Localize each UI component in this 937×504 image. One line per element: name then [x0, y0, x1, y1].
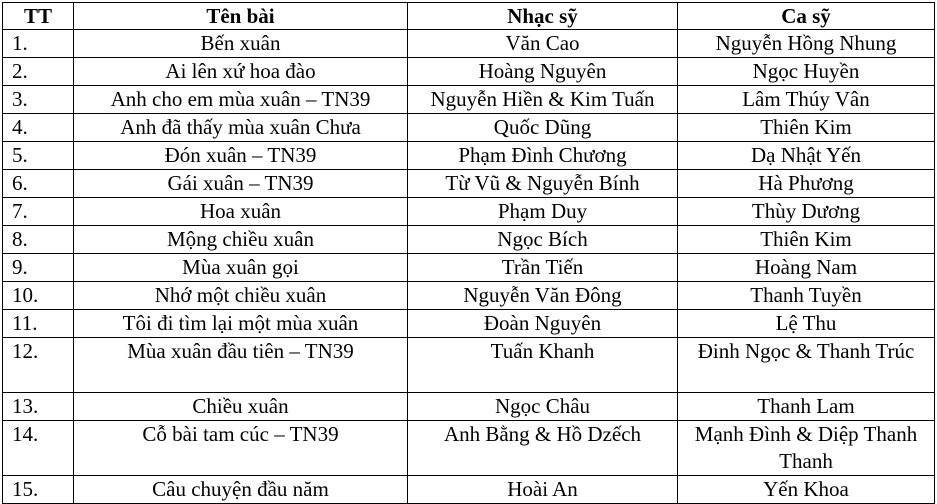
- cell-singer: Ngọc Huyền: [678, 58, 935, 86]
- cell-singer: Thiên Kim: [678, 114, 935, 142]
- cell-tt: 11.: [3, 310, 74, 338]
- cell-tt: 10.: [3, 282, 74, 310]
- cell-composer: Đoàn Nguyên: [408, 310, 678, 338]
- cell-singer: Dạ Nhật Yến: [678, 142, 935, 170]
- table-row: [3, 198, 935, 226]
- cell-singer: Mạnh Đình & Diệp Thanh Thanh: [678, 421, 935, 476]
- table-row: [3, 282, 935, 310]
- header-title: Tên bài: [74, 3, 408, 30]
- table-row: [3, 58, 935, 86]
- cell-composer: Phạm Đình Chương: [408, 142, 678, 170]
- cell-singer: Lâm Thúy Vân: [678, 86, 935, 114]
- table-row: [3, 142, 935, 170]
- table-row: [3, 338, 935, 393]
- table-row: [3, 476, 935, 504]
- cell-composer: Trần Tiến: [408, 254, 678, 282]
- cell-composer: Quốc Dũng: [408, 114, 678, 142]
- table-row: [3, 86, 935, 114]
- cell-tt: 4.: [3, 114, 74, 142]
- cell-singer: Lệ Thu: [678, 310, 935, 338]
- cell-title: Bến xuân: [74, 30, 408, 58]
- table-row: [3, 170, 935, 198]
- cell-composer: Ngọc Châu: [408, 393, 678, 421]
- cell-title: Câu chuyện đầu năm: [74, 476, 408, 504]
- table-row: [3, 393, 935, 421]
- cell-title: Tôi đi tìm lại một mùa xuân: [74, 310, 408, 338]
- cell-composer: Ngọc Bích: [408, 226, 678, 254]
- cell-tt: 14.: [3, 421, 74, 476]
- table-row: [3, 254, 935, 282]
- cell-singer: Hoàng Nam: [678, 254, 935, 282]
- cell-tt: 6.: [3, 170, 74, 198]
- header-tt: TT: [3, 3, 74, 30]
- cell-tt: 15.: [3, 476, 74, 504]
- cell-title: Hoa xuân: [74, 198, 408, 226]
- cell-composer: Hoàng Nguyên: [408, 58, 678, 86]
- cell-tt: 9.: [3, 254, 74, 282]
- cell-title: Ai lên xứ hoa đào: [74, 58, 408, 86]
- cell-composer: Anh Bằng & Hồ Dzếch: [408, 421, 678, 476]
- cell-singer: Đinh Ngọc & Thanh Trúc: [678, 338, 935, 393]
- table-row: [3, 226, 935, 254]
- cell-title: Gái xuân – TN39: [74, 170, 408, 198]
- cell-composer: Phạm Duy: [408, 198, 678, 226]
- cell-singer: Thanh Tuyền: [678, 282, 935, 310]
- cell-tt: 12.: [3, 338, 74, 393]
- cell-composer: Tuấn Khanh: [408, 338, 678, 393]
- header-composer: Nhạc sỹ: [408, 3, 678, 30]
- cell-tt: 8.: [3, 226, 74, 254]
- header-row: [3, 3, 935, 30]
- cell-tt: 3.: [3, 86, 74, 114]
- cell-title: Mùa xuân gọi: [74, 254, 408, 282]
- cell-tt: 7.: [3, 198, 74, 226]
- header-singer: Ca sỹ: [678, 3, 935, 30]
- cell-composer: Từ Vũ & Nguyễn Bính: [408, 170, 678, 198]
- cell-tt: 13.: [3, 393, 74, 421]
- cell-singer: Yến Khoa: [678, 476, 935, 504]
- table-row: [3, 114, 935, 142]
- cell-singer: Thiên Kim: [678, 226, 935, 254]
- cell-title: Anh cho em mùa xuân – TN39: [74, 86, 408, 114]
- cell-title: Mùa xuân đầu tiên – TN39: [74, 338, 408, 393]
- cell-singer: Nguyễn Hồng Nhung: [678, 30, 935, 58]
- cell-tt: 2.: [3, 58, 74, 86]
- cell-composer: Hoài An: [408, 476, 678, 504]
- cell-composer: Nguyễn Văn Đông: [408, 282, 678, 310]
- cell-title: Chiều xuân: [74, 393, 408, 421]
- cell-tt: 1.: [3, 30, 74, 58]
- table-row: [3, 30, 935, 58]
- cell-title: Anh đã thấy mùa xuân Chưa: [74, 114, 408, 142]
- cell-singer: Thanh Lam: [678, 393, 935, 421]
- cell-title: Cỗ bài tam cúc – TN39: [74, 421, 408, 476]
- table-row: [3, 421, 935, 476]
- cell-title: Nhớ một chiều xuân: [74, 282, 408, 310]
- cell-title: Đón xuân – TN39: [74, 142, 408, 170]
- cell-composer: Nguyễn Hiền & Kim Tuấn: [408, 86, 678, 114]
- cell-title: Mộng chiều xuân: [74, 226, 408, 254]
- cell-composer: Văn Cao: [408, 30, 678, 58]
- song-table: [2, 2, 935, 504]
- table-row: [3, 310, 935, 338]
- cell-tt: 5.: [3, 142, 74, 170]
- cell-singer: Thùy Dương: [678, 198, 935, 226]
- cell-singer: Hà Phương: [678, 170, 935, 198]
